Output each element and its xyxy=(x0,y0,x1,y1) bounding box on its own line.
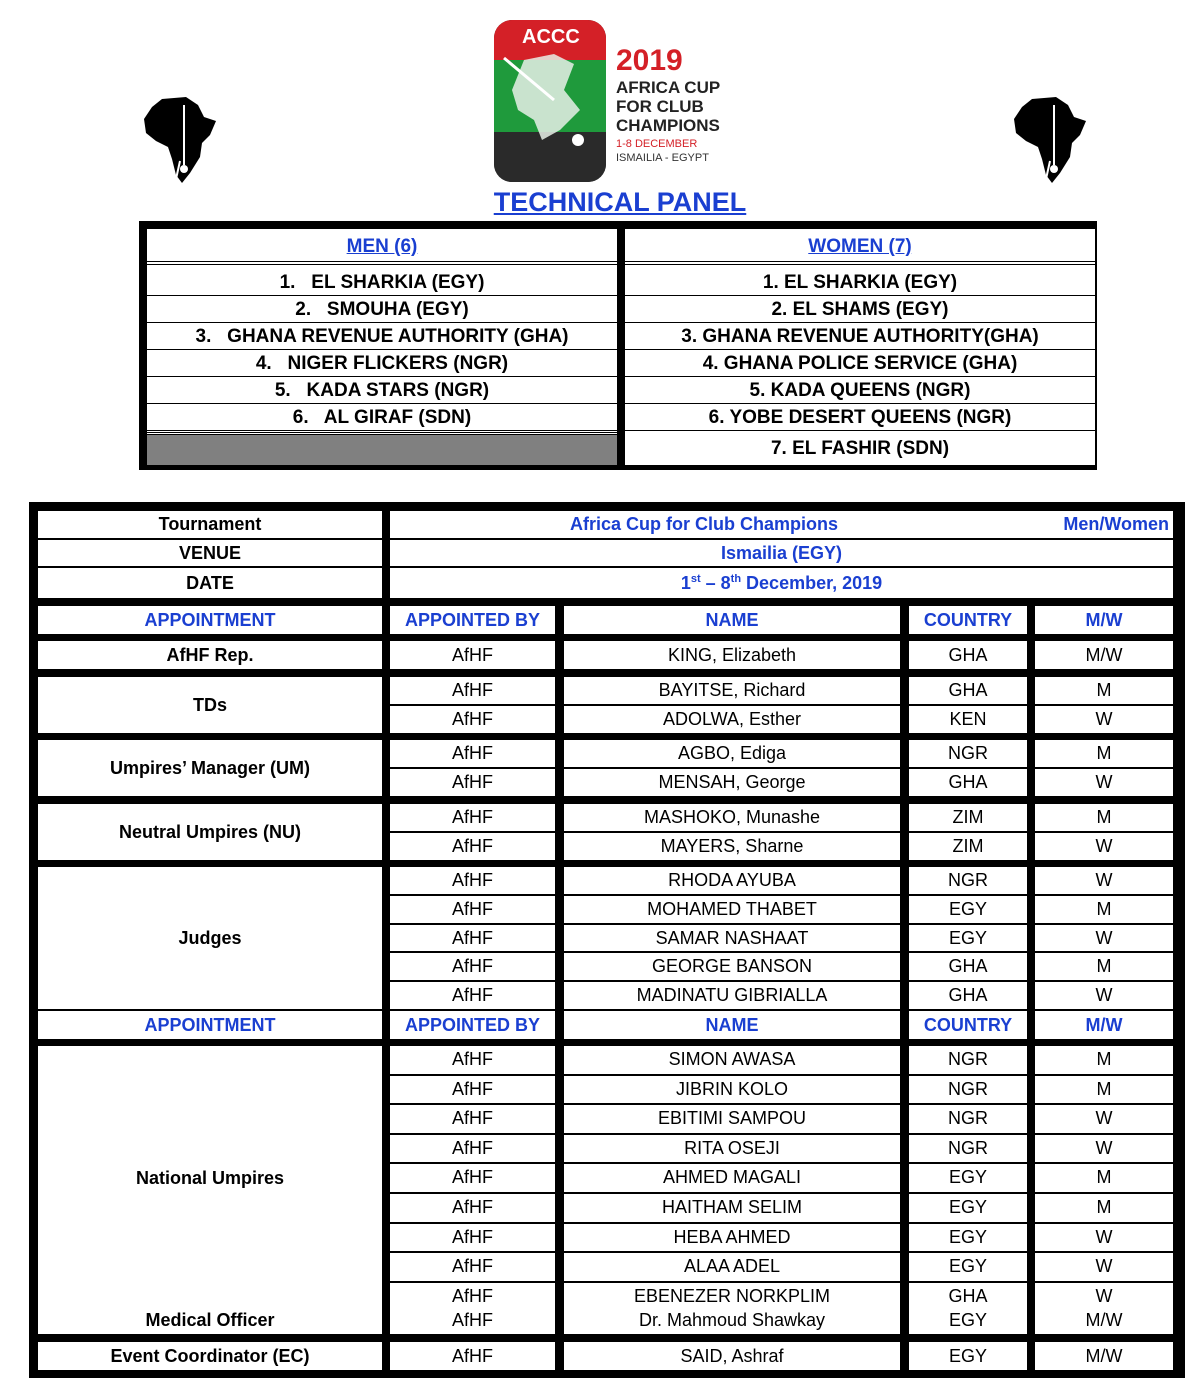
gender-cell: M xyxy=(1035,677,1173,704)
column-header-name: NAME xyxy=(564,1011,900,1039)
country-cell: NGR xyxy=(909,1135,1027,1163)
gender-cell: M xyxy=(1035,1076,1173,1104)
date-value xyxy=(390,568,1173,598)
official-name-cell: MASHOKO, Munashe xyxy=(564,804,900,831)
appointment-label: Neutral Umpires (NU) xyxy=(38,804,382,860)
appointed-by-cell: AfHF xyxy=(390,953,555,980)
country-cell: ZIM xyxy=(909,833,1027,860)
official-name-cell: MAYERS, Sharne xyxy=(564,833,900,860)
gender-cell: M xyxy=(1035,1046,1173,1074)
country-cell: GHA xyxy=(909,769,1027,796)
gender-cell: W xyxy=(1035,982,1173,1009)
appointment-label: AfHF Rep. xyxy=(38,641,382,669)
appointed-by-cell: AfHF xyxy=(390,1194,555,1222)
gender-cell: W xyxy=(1035,867,1173,894)
logo-year: 2019 xyxy=(616,44,683,77)
gender-cell: M xyxy=(1035,804,1173,831)
empty-cell xyxy=(147,435,617,466)
country-cell: NGR xyxy=(909,1105,1027,1133)
men-team-item: 1. EL SHARKIA (EGY) xyxy=(147,269,617,296)
women-team-item: 6. YOBE DESERT QUEENS (NGR) xyxy=(625,404,1095,431)
page-header xyxy=(0,0,1200,195)
logo-line-1: AFRICA CUP xyxy=(616,78,721,97)
official-name-cell: BAYITSE, Richard xyxy=(564,677,900,704)
appointed-by-cell: AfHF xyxy=(390,1164,555,1192)
country-cell: EGY xyxy=(909,1164,1027,1192)
venue-value: Ismailia (EGY) xyxy=(390,540,1173,566)
column-header-appointment: APPOINTMENT xyxy=(38,1011,382,1039)
appointment-label: Judges xyxy=(38,867,382,1009)
official-name-cell: RITA OSEJI xyxy=(564,1135,900,1163)
women-team-item: 7. EL FASHIR (SDN) xyxy=(625,431,1095,466)
official-name-cell: SAMAR NASHAAT xyxy=(564,925,900,952)
info-label: VENUE xyxy=(38,540,382,566)
women-teams-column xyxy=(625,229,1095,466)
men-header-label: MEN (6) xyxy=(346,236,418,257)
africa-map-icon xyxy=(1012,95,1088,185)
gender-cell: W xyxy=(1035,1283,1173,1311)
logo-acronym: ACCC xyxy=(522,26,580,48)
appointed-by-cell: AfHF xyxy=(390,1135,555,1163)
date-part: th xyxy=(730,573,742,585)
country-cell: EGY xyxy=(909,1306,1027,1334)
appointed-by-cell: AfHF xyxy=(390,1224,555,1252)
info-label: Tournament xyxy=(38,511,382,538)
page-title: TECHNICAL PANEL xyxy=(493,187,747,217)
teams-panel xyxy=(139,221,1097,470)
official-name-cell: EBITIMI SAMPOU xyxy=(564,1105,900,1133)
gender-cell: W xyxy=(1035,1105,1173,1133)
official-name-cell: ADOLWA, Esther xyxy=(564,706,900,733)
appointment-label: Medical Officer xyxy=(38,1306,382,1334)
gender-cell: W xyxy=(1035,1135,1173,1163)
appointed-by-cell: AfHF xyxy=(390,896,555,923)
women-team-item: 3. GHANA REVENUE AUTHORITY(GHA) xyxy=(625,323,1095,350)
official-name-cell: EBENEZER NORKPLIM xyxy=(564,1283,900,1311)
tournament-value-cell xyxy=(390,511,1173,538)
official-name-cell: MOHAMED THABET xyxy=(564,896,900,923)
women-team-item: 1. EL SHARKIA (EGY) xyxy=(625,269,1095,296)
appointed-by-cell: AfHF xyxy=(390,1253,555,1281)
logo-dates: 1-8 DECEMBER xyxy=(616,138,698,150)
appointment-label: National Umpires xyxy=(38,1046,382,1310)
column-header-country: COUNTRY xyxy=(909,1011,1027,1039)
appointed-by-cell: AfHF xyxy=(390,1283,555,1311)
appointed-by-cell: AfHF xyxy=(390,1306,555,1334)
country-cell: GHA xyxy=(909,641,1027,669)
logo-line-2: FOR CLUB xyxy=(616,97,704,116)
gender-cell: W xyxy=(1035,1253,1173,1281)
info-label: DATE xyxy=(38,568,382,598)
date-part: December, 2019 xyxy=(741,573,883,593)
official-name-cell: GEORGE BANSON xyxy=(564,953,900,980)
gender-cell: M xyxy=(1035,1194,1173,1222)
gender-cell: M xyxy=(1035,896,1173,923)
official-name-cell: SAID, Ashraf xyxy=(564,1342,900,1370)
logo-line-3: CHAMPIONS xyxy=(616,116,720,135)
men-teams-header xyxy=(147,229,617,265)
logo-badge xyxy=(494,20,606,182)
men-team-item: 2. SMOUHA (EGY) xyxy=(147,296,617,323)
appointment-label: TDs xyxy=(38,677,382,733)
gender-cell: W xyxy=(1035,769,1173,796)
gender-cell: W xyxy=(1035,1224,1173,1252)
gender-cell: M xyxy=(1035,1164,1173,1192)
women-teams-header xyxy=(625,229,1095,265)
official-name-cell: MENSAH, George xyxy=(564,769,900,796)
women-team-item: 5. KADA QUEENS (NGR) xyxy=(625,377,1095,404)
appointment-label: Event Coordinator (EC) xyxy=(38,1342,382,1370)
official-name-cell: ALAA ADEL xyxy=(564,1253,900,1281)
hockey-player-icon xyxy=(494,50,606,150)
country-cell: EGY xyxy=(909,1253,1027,1281)
country-cell: EGY xyxy=(909,1224,1027,1252)
official-name-cell: SIMON AWASA xyxy=(564,1046,900,1074)
appointed-by-cell: AfHF xyxy=(390,925,555,952)
appointed-by-cell: AfHF xyxy=(390,1105,555,1133)
gender-cell: W xyxy=(1035,925,1173,952)
country-cell: EGY xyxy=(909,1342,1027,1370)
date-part: st xyxy=(690,573,701,585)
appointed-by-cell: AfHF xyxy=(390,833,555,860)
country-cell: NGR xyxy=(909,1046,1027,1074)
men-team-item: 6. AL GIRAF (SDN) xyxy=(147,404,617,431)
appointed-by-cell: AfHF xyxy=(390,641,555,669)
country-cell: KEN xyxy=(909,706,1027,733)
official-name-cell: HAITHAM SELIM xyxy=(564,1194,900,1222)
women-team-item: 2. EL SHAMS (EGY) xyxy=(625,296,1095,323)
appointed-by-cell: AfHF xyxy=(390,740,555,767)
country-cell: GHA xyxy=(909,953,1027,980)
column-header-appointed-by: APPOINTED BY xyxy=(390,606,555,634)
appointed-by-cell: AfHF xyxy=(390,1046,555,1074)
men-teams-column xyxy=(147,229,617,466)
country-cell: GHA xyxy=(909,982,1027,1009)
appointed-by-cell: AfHF xyxy=(390,706,555,733)
appointed-by-cell: AfHF xyxy=(390,677,555,704)
gender-cell: W xyxy=(1035,833,1173,860)
gender-cell: M/W xyxy=(1035,641,1173,669)
tournament-name: Africa Cup for Club Champions xyxy=(570,514,839,534)
country-cell: ZIM xyxy=(909,804,1027,831)
men-team-item: 3. GHANA REVENUE AUTHORITY (GHA) xyxy=(147,323,617,350)
official-name-cell: RHODA AYUBA xyxy=(564,867,900,894)
column-header-mw: M/W xyxy=(1035,606,1173,634)
official-name-cell: MADINATU GIBRIALLA xyxy=(564,982,900,1009)
gender-cell: W xyxy=(1035,706,1173,733)
tournament-logo xyxy=(494,20,734,185)
official-name-cell: JIBRIN KOLO xyxy=(564,1076,900,1104)
column-header-name: NAME xyxy=(564,606,900,634)
appointed-by-cell: AfHF xyxy=(390,804,555,831)
tournament-gender: Men/Women xyxy=(1063,514,1169,534)
official-name-cell: HEBA AHMED xyxy=(564,1224,900,1252)
gender-cell: M/W xyxy=(1035,1342,1173,1370)
appointed-by-cell: AfHF xyxy=(390,867,555,894)
official-name-cell: AGBO, Ediga xyxy=(564,740,900,767)
date-part: – 8 xyxy=(700,573,731,593)
country-cell: GHA xyxy=(909,1283,1027,1311)
appointment-label: Umpires’ Manager (UM) xyxy=(38,740,382,796)
official-name-cell: AHMED MAGALI xyxy=(564,1164,900,1192)
country-cell: EGY xyxy=(909,1194,1027,1222)
officials-table xyxy=(29,502,1185,1378)
country-cell: EGY xyxy=(909,925,1027,952)
gender-cell: M/W xyxy=(1035,1306,1173,1334)
country-cell: NGR xyxy=(909,1076,1027,1104)
gender-cell: M xyxy=(1035,740,1173,767)
column-header-appointed-by: APPOINTED BY xyxy=(390,1011,555,1039)
date-part: 1 xyxy=(680,573,691,593)
column-header-country: COUNTRY xyxy=(909,606,1027,634)
column-header-mw: M/W xyxy=(1035,1011,1173,1039)
country-cell: NGR xyxy=(909,740,1027,767)
appointed-by-cell: AfHF xyxy=(390,1342,555,1370)
gender-cell: M xyxy=(1035,953,1173,980)
appointed-by-cell: AfHF xyxy=(390,1076,555,1104)
row-divider xyxy=(147,431,617,435)
country-cell: NGR xyxy=(909,867,1027,894)
men-team-item: 4. NIGER FLICKERS (NGR) xyxy=(147,350,617,377)
country-cell: GHA xyxy=(909,677,1027,704)
appointed-by-cell: AfHF xyxy=(390,982,555,1009)
column-header-appointment: APPOINTMENT xyxy=(38,606,382,634)
country-cell: EGY xyxy=(909,896,1027,923)
men-team-item: 5. KADA STARS (NGR) xyxy=(147,377,617,404)
appointed-by-cell: AfHF xyxy=(390,769,555,796)
official-name-cell: KING, Elizabeth xyxy=(564,641,900,669)
women-header-label: WOMEN (7) xyxy=(808,236,912,257)
official-name-cell: Dr. Mahmoud Shawkay xyxy=(564,1306,900,1334)
women-team-item: 4. GHANA POLICE SERVICE (GHA) xyxy=(625,350,1095,377)
africa-map-icon xyxy=(142,95,218,185)
logo-place: ISMAILIA - EGYPT xyxy=(616,152,709,164)
